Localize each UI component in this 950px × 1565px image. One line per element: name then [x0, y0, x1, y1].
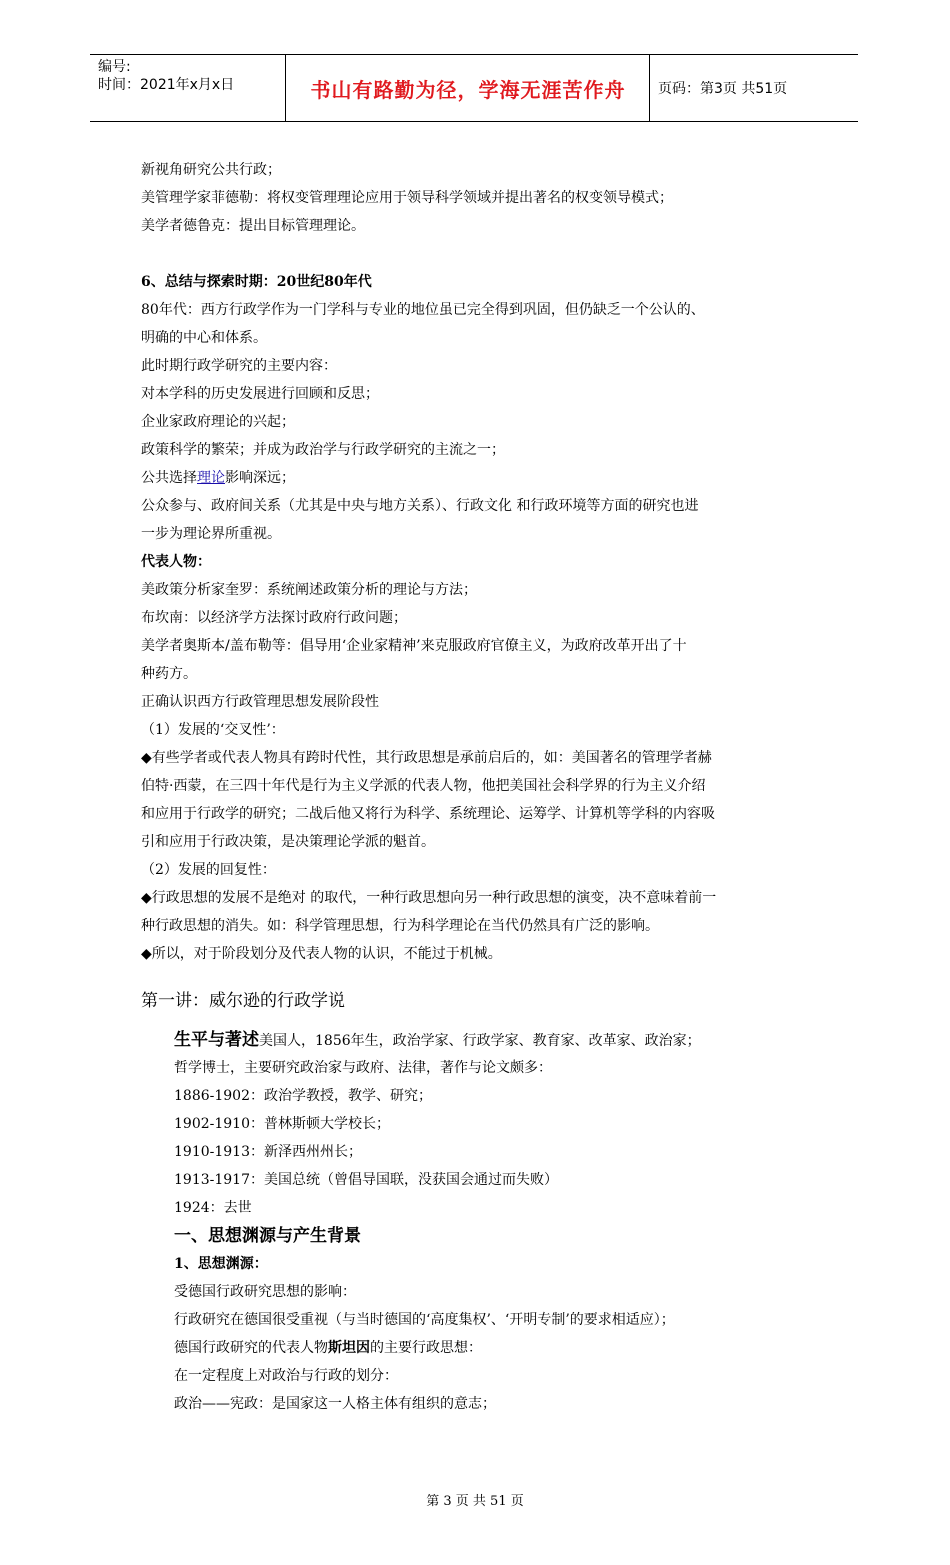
text-line: 对本学科的历史发展进行回顾和反思； [141, 386, 379, 402]
header-meta [98, 58, 234, 94]
bio-block [141, 1026, 821, 1418]
text-line: 一步为理论界所重视。 [141, 526, 281, 542]
text-segment: 影响深远； [225, 470, 295, 486]
text-line: 此时期行政学研究的主要内容： [141, 358, 337, 374]
bullet-line: ◆有些学者或代表人物具有跨时代性，其行政思想是承前启后的，如：美国著名的管理学者赫 [141, 750, 712, 766]
bullet-line: ◆所以，对于阶段划分及代表人物的认识，不能过于机械。 [141, 946, 502, 962]
text-line: 政策科学的繁荣；并成为政治学与行政学研究的主流之一； [141, 442, 505, 458]
text-line: （2）发展的回复性： [141, 862, 276, 878]
text-segment: 公共选择 [141, 470, 197, 486]
text-line: 行政研究在德国很受重视（与当时德国的‘高度集权’、‘开明专制’的要求相适应）； [174, 1312, 675, 1328]
text-line: 正确认识西方行政管理思想发展阶段性 [141, 694, 379, 710]
text-line: 种药方。 [141, 666, 197, 682]
text-line: 伯特·西蒙，在三四十年代是行为主义学派的代表人物，他把美国社会科学界的行为主义介绍 [141, 778, 706, 794]
text-line: 美管理学家菲德勒：将权变管理理论应用于领导科学领域并提出著名的权变领导模式； [141, 190, 673, 206]
lecture-title: 第一讲：威尔逊的行政学说 [141, 991, 345, 1011]
text-line: 80年代：西方行政学作为一门学科与专业的地位虽已完全得到巩固，但仍缺乏一个公认的、 [141, 302, 705, 318]
stein-name: 斯坦因 [328, 1340, 370, 1356]
text-line: 政治——宪政：是国家这一人格主体有组织的意志； [174, 1396, 496, 1412]
text-line: 1910-1913：新泽西州州长； [174, 1144, 362, 1160]
text-line: （1）发展的‘交叉性’： [141, 722, 285, 738]
page-footer: 第 3 页 共 51 页 [426, 1494, 524, 1509]
text-line [141, 464, 821, 492]
page-header [90, 54, 858, 122]
text-line: 美政策分析家奎罗：系统阐述政策分析的理论与方法； [141, 582, 477, 598]
text-line: 1924：去世 [174, 1200, 252, 1216]
number-label: 编号: [98, 59, 131, 75]
header-divider [285, 55, 286, 121]
header-motto: 书山有路勤为径，学海无涯苦作舟 [310, 77, 626, 102]
bio-heading: 生平与著述 [174, 1030, 259, 1050]
text-line: 新视角研究公共行政； [141, 162, 281, 178]
theory-link[interactable]: 理论 [197, 470, 225, 486]
text-line: 1886-1902：政治学教授，教学、研究； [174, 1088, 432, 1104]
text-line: 美学者德鲁克：提出目标管理理论。 [141, 218, 365, 234]
header-page-label: 页码：第3页 共51页 [658, 81, 788, 97]
text-line: 美学者奥斯本/盖布勒等：倡导用‘企业家精神’来克服政府官僚主义，为政府改革开出了十 [141, 638, 687, 654]
section-heading: 6、总结与探索时期：20世纪80年代 [141, 274, 372, 290]
text-line: 受德国行政研究思想的影响： [174, 1284, 356, 1300]
text-segment: 的主要行政思想： [370, 1340, 482, 1356]
text-line [174, 1026, 821, 1054]
header-divider [649, 55, 650, 121]
bullet-line: ◆行政思想的发展不是绝对 的取代，一种行政思想向另一种行政思想的演变，决不意味着前一 [141, 890, 717, 906]
text-segment: 德国行政研究的代表人物 [174, 1340, 328, 1356]
text-line: 和应用于行政学的研究；二战后他又将行为科学、系统理论、运筹学、计算机等学科的内容吸 [141, 806, 715, 822]
text-segment: 美国人，1856年生，政治学家、行政学家、教育家、改革家、政治家； [259, 1033, 701, 1049]
text-line: 企业家政府理论的兴起； [141, 414, 295, 430]
document-body [141, 156, 821, 1418]
text-line: 哲学博士，主要研究政治家与政府、法律，著作与论文颇多： [174, 1060, 552, 1076]
text-line: 公众参与、政府间关系（尤其是中央与地方关系）、行政文化 和行政环境等方面的研究也进 [141, 498, 699, 514]
text-line: 明确的中心和体系。 [141, 330, 267, 346]
text-line [174, 1334, 821, 1362]
representatives-heading: 代表人物： [141, 554, 211, 570]
section-heading: 一、思想渊源与产生背景 [174, 1226, 361, 1246]
text-line: 在一定程度上对政治与行政的划分： [174, 1368, 398, 1384]
text-line: 引和应用于行政决策，是决策理论学派的魁首。 [141, 834, 435, 850]
text-line: 种行政思想的消失。如：科学管理思想，行为科学理论在当代仍然具有广泛的影响。 [141, 918, 659, 934]
subsection-heading: 1、思想渊源： [174, 1256, 268, 1272]
text-line: 1902-1910：普林斯顿大学校长； [174, 1116, 390, 1132]
text-line: 布坎南：以经济学方法探讨政府行政问题； [141, 610, 407, 626]
text-line: 1913-1917：美国总统（曾倡导国联，没获国会通过而失败） [174, 1172, 558, 1188]
time-label: 时间：2021年x月x日 [98, 77, 235, 93]
